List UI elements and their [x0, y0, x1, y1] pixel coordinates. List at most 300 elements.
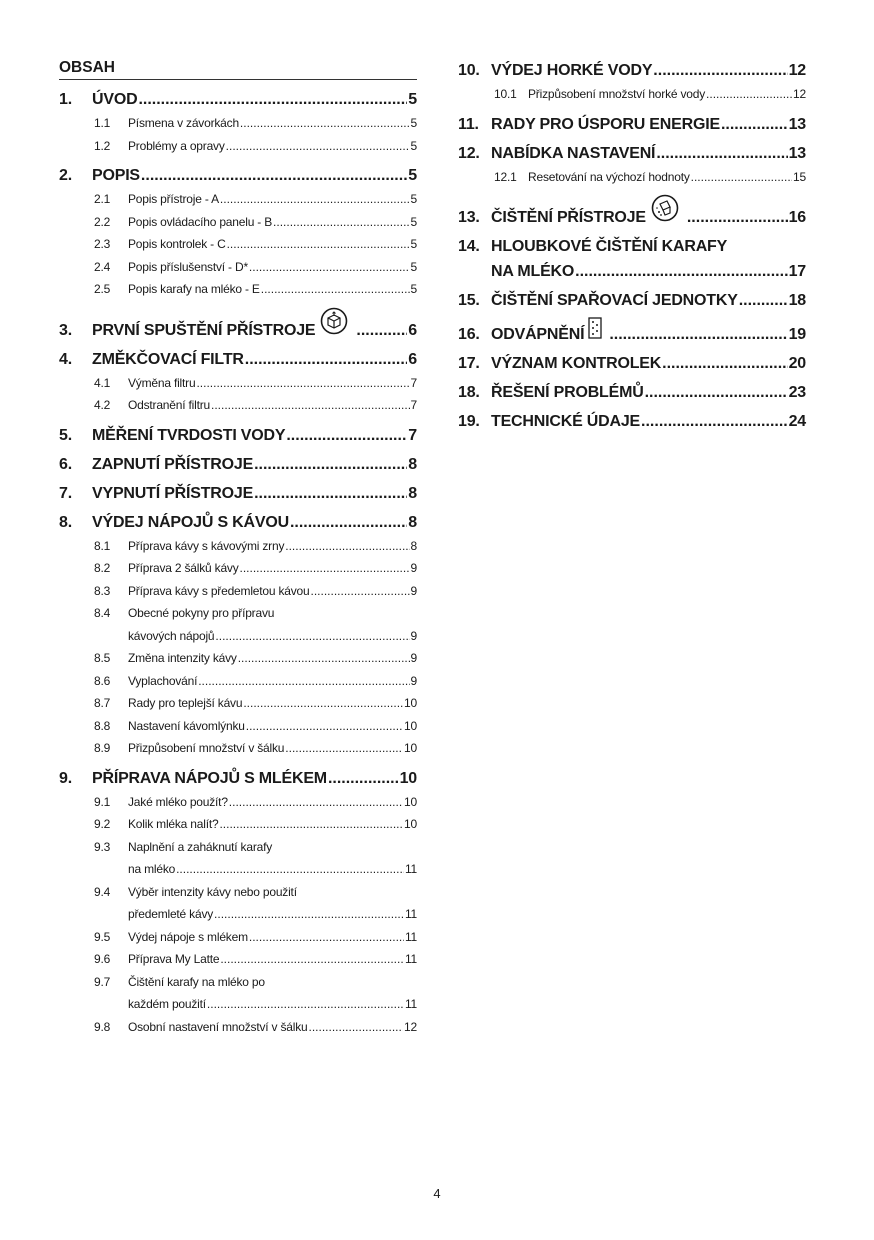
- toc-section-9[interactable]: [59, 766, 417, 791]
- toc-title-continued: NA MLÉKO: [491, 263, 575, 280]
- toc-leader-dots: [356, 318, 407, 343]
- toc-page-number: 9: [410, 651, 417, 665]
- toc-subsection-1-1[interactable]: [59, 112, 417, 135]
- toc-section-11[interactable]: [458, 112, 806, 137]
- toc-entry-body: [128, 211, 417, 234]
- toc-number: 17.: [458, 355, 480, 372]
- toc-title-continued: předemleté kávy: [128, 907, 214, 921]
- toc-subsection-9-2[interactable]: [59, 813, 417, 836]
- toc-leader-dots: [141, 163, 407, 188]
- toc-title: Obecné pokyny pro přípravu: [128, 606, 275, 620]
- toc-title: Popis ovládacího panelu - B: [128, 214, 273, 229]
- toc-entry-body: [128, 256, 417, 279]
- toc-entry-body: [128, 692, 417, 715]
- toc-number: 1.: [59, 91, 72, 108]
- toc-number: 10.: [458, 62, 480, 79]
- toc-title: ODVÁPNĚNÍ: [491, 326, 585, 343]
- toc-section-10[interactable]: [458, 58, 806, 83]
- toc-page-number: 5: [410, 237, 417, 251]
- toc-page-number: 5: [410, 214, 417, 229]
- toc-leader-dots: [687, 205, 788, 230]
- toc-title: VÝDEJ HORKÉ VODY: [491, 62, 653, 79]
- toc-page-number: 24: [788, 413, 806, 430]
- toc-section-16[interactable]: [458, 317, 806, 347]
- toc-subsection-9-1[interactable]: [59, 791, 417, 814]
- toc-title: Problémy a opravy: [128, 138, 225, 153]
- toc-entry-body: [128, 535, 417, 558]
- toc-title-line: [491, 259, 806, 284]
- toc-number: 8.4: [94, 606, 111, 620]
- toc-page-number: 6: [408, 321, 417, 339]
- toc-section-14[interactable]: [458, 234, 806, 284]
- toc-number: 9.: [59, 769, 72, 787]
- toc-subsection-9-6[interactable]: [59, 948, 417, 971]
- toc-leader-dots: [220, 948, 404, 971]
- toc-entry-body: [491, 380, 806, 405]
- toc-leader-dots: [254, 452, 407, 477]
- toc-number: 9.4: [94, 884, 111, 899]
- toc-page-number: 11: [404, 929, 417, 944]
- toc-number: 8.8: [94, 718, 111, 733]
- toc-page-number: 19: [788, 326, 806, 343]
- toc-number: 1.1: [94, 116, 111, 130]
- toc-number: 1.2: [94, 138, 111, 153]
- toc-leader-dots: [309, 1016, 404, 1039]
- toc-page-number: 10: [404, 817, 417, 831]
- toc-page-number: 17: [788, 263, 806, 280]
- toc-page-number: 13: [788, 115, 806, 133]
- toc-entry-body: [491, 58, 806, 83]
- toc-page-number: 9: [410, 583, 417, 598]
- toc-leader-dots: [229, 791, 403, 814]
- toc-subsection-2-1[interactable]: [59, 188, 417, 211]
- toc-page-number: 9: [410, 673, 417, 688]
- toc-page-number: 7: [410, 398, 417, 412]
- toc-title: ZMĚKČOVACÍ FILTR: [92, 350, 244, 368]
- toc-section-19[interactable]: [458, 409, 806, 434]
- toc-title-line: [128, 903, 417, 926]
- toc-number: 12.1: [494, 169, 517, 184]
- toc-number: 4.1: [94, 375, 111, 390]
- toc-number: 16.: [458, 326, 480, 343]
- toc-leader-dots: [656, 141, 787, 166]
- toc-title: ÚVOD: [92, 91, 138, 108]
- toc-entry-body: [128, 135, 417, 158]
- toc-number: 9.7: [94, 974, 111, 989]
- toc-page-number: 11: [404, 862, 417, 876]
- toc-title-line: [128, 971, 417, 994]
- toc-entry-body: [92, 87, 417, 112]
- toc-subsection-8-2[interactable]: [59, 557, 417, 580]
- toc-title: ČIŠTĚNÍ SPAŘOVACÍ JEDNOTKY: [491, 292, 738, 309]
- toc-leader-dots: [691, 166, 792, 189]
- toc-leader-dots: [227, 233, 410, 256]
- toc-page-number: 15: [793, 169, 806, 184]
- toc-entry-body: [128, 737, 417, 760]
- toc-subsection-9-8[interactable]: [59, 1016, 417, 1039]
- toc-title: Přizpůsobení množství v šálku: [128, 741, 285, 755]
- toc-title-continued: na mléko: [128, 862, 176, 876]
- toc-number: 8.1: [94, 538, 111, 553]
- toc-entry-body: [92, 481, 417, 506]
- toc-entry-body: [128, 580, 417, 603]
- toc-leader-dots: [285, 535, 409, 558]
- toc-heading: OBSAH: [59, 58, 417, 80]
- toc-entry-body: [92, 347, 417, 372]
- toc-number: 8.6: [94, 673, 111, 688]
- toc-title: Příprava kávy s kávovými zrny: [128, 538, 285, 553]
- spacer: [59, 1040, 417, 1044]
- toc-entry-body: [128, 188, 417, 211]
- toc-number: 7.: [59, 484, 72, 502]
- toc-leader-dots: [721, 112, 788, 137]
- toc-entry-body: [128, 233, 417, 256]
- toc-number: 9.2: [94, 817, 111, 831]
- toc-page-number: 8: [408, 484, 417, 502]
- toc-leader-dots: [739, 288, 788, 313]
- toc-entry-body: [128, 791, 417, 814]
- toc-entry-body: [128, 1016, 417, 1039]
- toc-entry-body: [491, 112, 806, 137]
- toc-leader-dots: [245, 347, 408, 372]
- toc-title: Rady pro teplejší kávu: [128, 696, 243, 710]
- toc-title: Změna intenzity kávy: [128, 651, 237, 665]
- toc-subsection-8-9[interactable]: [59, 737, 417, 760]
- toc-title-continued: kávových nápojů: [128, 628, 215, 643]
- toc-title-continued: každém použití: [128, 997, 206, 1011]
- toc-page-number: 10: [404, 741, 417, 755]
- toc-leader-dots: [238, 647, 410, 670]
- toc-entry-body: [128, 926, 417, 949]
- toc-title-line: [128, 858, 417, 881]
- toc-list-left: [59, 87, 417, 1044]
- toc-entry-body: [491, 194, 806, 230]
- toc-title: Osobní nastavení množství v šálku: [128, 1019, 308, 1034]
- toc-subsection-9-3[interactable]: [59, 836, 417, 881]
- toc-title: VÝZNAM KONTROLEK: [491, 355, 662, 372]
- toc-entry-body: [128, 394, 417, 417]
- toc-title: VYPNUTÍ PŘÍSTROJE: [92, 484, 254, 502]
- toc-title-line: [128, 625, 417, 648]
- toc-number: 9.8: [94, 1019, 111, 1034]
- toc-number: 8.: [59, 513, 72, 531]
- toc-page-number: 6: [408, 350, 417, 368]
- toc-leader-dots: [220, 188, 410, 211]
- toc-number: 2.4: [94, 259, 111, 274]
- toc-title: ŘEŠENÍ PROBLÉMŮ: [491, 384, 644, 401]
- toc-entry-body: [92, 307, 417, 343]
- toc-leader-dots: [226, 135, 410, 158]
- toc-number: 13.: [458, 209, 480, 226]
- toc-page-number: 11: [404, 907, 417, 921]
- toc-subsection-8-1[interactable]: [59, 535, 417, 558]
- toc-subsection-8-5[interactable]: [59, 647, 417, 670]
- toc-subsection-4-1[interactable]: [59, 372, 417, 395]
- toc-section-15[interactable]: [458, 288, 806, 313]
- toc-leader-dots: [176, 858, 404, 881]
- toc-title: PRVNÍ SPUŠTĚNÍ PŘÍSTROJE: [92, 321, 316, 339]
- toc-leader-dots: [246, 715, 403, 738]
- toc-title: MĚŘENÍ TVRDOSTI VODY: [92, 426, 286, 444]
- toc-title-line: [128, 993, 417, 1016]
- toc-section-2[interactable]: [59, 163, 417, 188]
- toc-title: Písmena v závorkách: [128, 116, 239, 130]
- toc-leader-dots: [254, 481, 407, 506]
- toc-leader-dots: [249, 256, 410, 279]
- toc-leader-dots: [662, 351, 787, 376]
- toc-subsection-12-1[interactable]: [458, 166, 806, 189]
- toc-title: Příprava 2 šálků kávy: [128, 561, 239, 575]
- toc-subsection-10-1[interactable]: [458, 83, 806, 106]
- toc-leader-dots: [249, 926, 404, 949]
- toc-number: 2.: [59, 167, 72, 184]
- toc-leader-dots: [219, 813, 403, 836]
- toc-number: 12.: [458, 144, 480, 162]
- toc-section-5[interactable]: [59, 423, 417, 448]
- toc-section-7[interactable]: [59, 481, 417, 506]
- toc-page-number: 8: [408, 455, 417, 473]
- toc-title: Výběr intenzity kávy nebo použití: [128, 884, 297, 899]
- toc-number: 10.1: [494, 87, 517, 101]
- toc-entry-body: [128, 278, 417, 301]
- first-start-icon: [319, 307, 349, 335]
- toc-page-number: 5: [410, 259, 417, 274]
- toc-section-4[interactable]: [59, 347, 417, 372]
- toc-entry-body: [491, 409, 806, 434]
- toc-page-number: 12: [788, 62, 806, 79]
- toc-subsection-1-2[interactable]: [59, 135, 417, 158]
- toc-entry-body: [128, 971, 417, 1016]
- toc-section-3[interactable]: [59, 307, 417, 343]
- toc-subsection-9-4[interactable]: [59, 881, 417, 926]
- toc-page-number: 5: [408, 91, 417, 108]
- toc-title: RADY PRO ÚSPORU ENERGIE: [491, 115, 720, 133]
- toc-number: 14.: [458, 238, 480, 255]
- toc-number: 8.5: [94, 651, 111, 665]
- toc-page-number: 12: [793, 87, 806, 101]
- toc-page-number: 9: [410, 628, 417, 643]
- toc-title: Přizpůsobení množství horké vody: [528, 87, 706, 101]
- toc-leader-dots: [575, 259, 787, 284]
- toc-entry-body: [128, 372, 417, 395]
- toc-leader-dots: [196, 372, 409, 395]
- toc-number: 2.5: [94, 282, 111, 296]
- toc-entry-body: [92, 163, 417, 188]
- toc-entry-body: [528, 83, 806, 106]
- toc-number: 6.: [59, 455, 72, 473]
- toc-page-number: 10: [404, 718, 417, 733]
- toc-number: 5.: [59, 426, 72, 444]
- toc-page-number: 20: [788, 355, 806, 372]
- toc-title: Popis karafy na mléko - E: [128, 282, 260, 296]
- toc-leader-dots: [286, 423, 407, 448]
- toc-entry-body: [128, 647, 417, 670]
- toc-number: 8.7: [94, 696, 111, 710]
- toc-number: 11.: [458, 115, 479, 133]
- toc-number: 18.: [458, 384, 480, 401]
- toc-page-number: 8: [410, 538, 417, 553]
- toc-title-line: [491, 234, 806, 259]
- toc-leader-dots: [328, 766, 399, 791]
- toc-number: 4.2: [94, 398, 111, 412]
- toc-entry-body: [128, 836, 417, 881]
- toc-title: Popis přístroje - A: [128, 192, 219, 206]
- toc-page-number: 18: [788, 292, 806, 309]
- toc-entry-body: [491, 141, 806, 166]
- toc-leader-dots: [243, 692, 403, 715]
- toc-leader-dots: [261, 278, 410, 301]
- toc-number: 8.9: [94, 741, 111, 755]
- toc-subsection-8-7[interactable]: [59, 692, 417, 715]
- toc-number: 3.: [59, 321, 72, 339]
- toc-page-number: 11: [404, 952, 417, 966]
- toc-entry-body: [128, 881, 417, 926]
- toc-number: 9.1: [94, 794, 111, 809]
- toc-leader-dots: [215, 625, 409, 648]
- toc-leader-dots: [290, 510, 407, 535]
- toc-page-number: 5: [410, 116, 417, 130]
- toc-entry-body: [128, 948, 417, 971]
- toc-title: Naplnění a zaháknutí karafy: [128, 839, 273, 854]
- descaling-icon: [588, 317, 602, 339]
- toc-section-6[interactable]: [59, 452, 417, 477]
- toc-title: Nastavení kávomlýnku: [128, 718, 245, 733]
- toc-number: 8.2: [94, 561, 111, 575]
- toc-entry-body: [128, 112, 417, 135]
- toc-page-number: 5: [410, 192, 417, 206]
- toc-leader-dots: [645, 380, 788, 405]
- toc-number: 8.3: [94, 583, 111, 598]
- toc-leader-dots: [285, 737, 403, 760]
- spacer: [458, 434, 806, 438]
- toc-title: Odstranění filtru: [128, 398, 210, 412]
- toc-entry-body: [128, 715, 417, 738]
- toc-title: Resetování na výchozí hodnoty: [528, 169, 690, 184]
- toc-leader-dots: [138, 87, 407, 112]
- toc-page-number: 5: [410, 138, 417, 153]
- toc-page-number: 11: [404, 997, 417, 1011]
- toc-subsection-4-2[interactable]: [59, 394, 417, 417]
- toc-page-number: 8: [408, 513, 417, 531]
- toc-entry-body: [92, 766, 417, 791]
- toc-leader-dots: [273, 211, 409, 234]
- toc-number: 2.3: [94, 237, 111, 251]
- toc-section-12[interactable]: [458, 141, 806, 166]
- toc-page-number: 13: [788, 144, 806, 162]
- toc-title-line: [128, 881, 417, 904]
- toc-title: Popis příslušenství - D*: [128, 259, 248, 274]
- toc-number: 15.: [458, 292, 480, 309]
- toc-title: TECHNICKÉ ÚDAJE: [491, 413, 641, 430]
- toc-page-number: 9: [410, 561, 417, 575]
- toc-title: Výdej nápoje s mlékem: [128, 929, 248, 944]
- toc-subsection-8-6[interactable]: [59, 670, 417, 693]
- toc-leader-dots: [641, 409, 788, 434]
- toc-left-column: [59, 58, 417, 1044]
- toc-entry-body: [491, 317, 806, 347]
- toc-subsection-2-3[interactable]: [59, 233, 417, 256]
- toc-page-number: 23: [788, 384, 806, 401]
- toc-title: VÝDEJ NÁPOJŮ S KÁVOU: [92, 513, 289, 531]
- toc-right-column: [458, 58, 806, 438]
- toc-entry-body: [491, 234, 806, 284]
- toc-leader-dots: [214, 903, 404, 926]
- toc-title: NABÍDKA NASTAVENÍ: [491, 144, 656, 162]
- toc-subsection-2-4[interactable]: [59, 256, 417, 279]
- toc-leader-dots: [653, 58, 787, 83]
- toc-title: ČIŠTĚNÍ PŘÍSTROJE: [491, 209, 646, 226]
- toc-subsection-8-8[interactable]: [59, 715, 417, 738]
- toc-entry-body: [128, 670, 417, 693]
- toc-number: 4.: [59, 350, 72, 368]
- toc-entry-body: [92, 423, 417, 448]
- toc-subsection-2-5[interactable]: [59, 278, 417, 301]
- toc-title: ZAPNUTÍ PŘÍSTROJE: [92, 455, 254, 473]
- toc-subsection-8-4[interactable]: [59, 602, 417, 647]
- toc-page-number: 10: [404, 696, 417, 710]
- toc-section-18[interactable]: [458, 380, 806, 405]
- cleaning-icon: [650, 194, 680, 222]
- toc-number: 9.5: [94, 929, 111, 944]
- toc-leader-dots: [207, 993, 404, 1016]
- toc-leader-dots: [706, 83, 792, 106]
- toc-entry-body: [128, 813, 417, 836]
- toc-title: Popis kontrolek - C: [128, 237, 226, 251]
- toc-subsection-2-2[interactable]: [59, 211, 417, 234]
- toc-list-right: [458, 58, 806, 438]
- toc-title: Příprava My Latte: [128, 952, 220, 966]
- toc-title: Příprava kávy s předemletou kávou: [128, 583, 310, 598]
- toc-leader-dots: [609, 322, 787, 347]
- toc-title: POPIS: [92, 167, 140, 184]
- toc-number: 2.2: [94, 214, 111, 229]
- toc-number: 2.1: [94, 192, 111, 206]
- toc-title-line: [128, 602, 417, 625]
- toc-page-number: 5: [408, 167, 417, 184]
- toc-section-8[interactable]: [59, 510, 417, 535]
- toc-page-number: 10: [404, 794, 417, 809]
- toc-entry-body: [92, 452, 417, 477]
- toc-leader-dots: [198, 670, 409, 693]
- toc-subsection-9-7[interactable]: [59, 971, 417, 1016]
- toc-page-number: 10: [399, 769, 417, 787]
- toc-section-1[interactable]: [59, 87, 417, 112]
- toc-page-number: 7: [408, 426, 417, 444]
- toc-entry-body: [128, 557, 417, 580]
- toc-number: 19.: [458, 413, 480, 430]
- toc-page-number: 7: [410, 375, 417, 390]
- toc-section-17[interactable]: [458, 351, 806, 376]
- toc-subsection-9-5[interactable]: [59, 926, 417, 949]
- toc-title: PŘÍPRAVA NÁPOJŮ S MLÉKEM: [92, 769, 327, 787]
- toc-title: HLOUBKOVÉ ČIŠTĚNÍ KARAFY: [491, 238, 728, 255]
- toc-title: Jaké mléko použít?: [128, 794, 228, 809]
- toc-page-number: 16: [788, 209, 806, 226]
- toc-leader-dots: [311, 580, 410, 603]
- toc-title: Kolik mléka nalít?: [128, 817, 219, 831]
- toc-subsection-8-3[interactable]: [59, 580, 417, 603]
- toc-entry-body: [128, 602, 417, 647]
- toc-title: Výměna filtru: [128, 375, 196, 390]
- toc-section-13[interactable]: [458, 194, 806, 230]
- toc-entry-body: [528, 166, 806, 189]
- page-number: 4: [433, 1186, 441, 1201]
- toc-title: Čištění karafy na mléko po: [128, 974, 265, 989]
- toc-page-number: 12: [404, 1019, 417, 1034]
- toc-entry-body: [491, 288, 806, 313]
- toc-number: 9.3: [94, 839, 111, 854]
- toc-number: 9.6: [94, 952, 111, 966]
